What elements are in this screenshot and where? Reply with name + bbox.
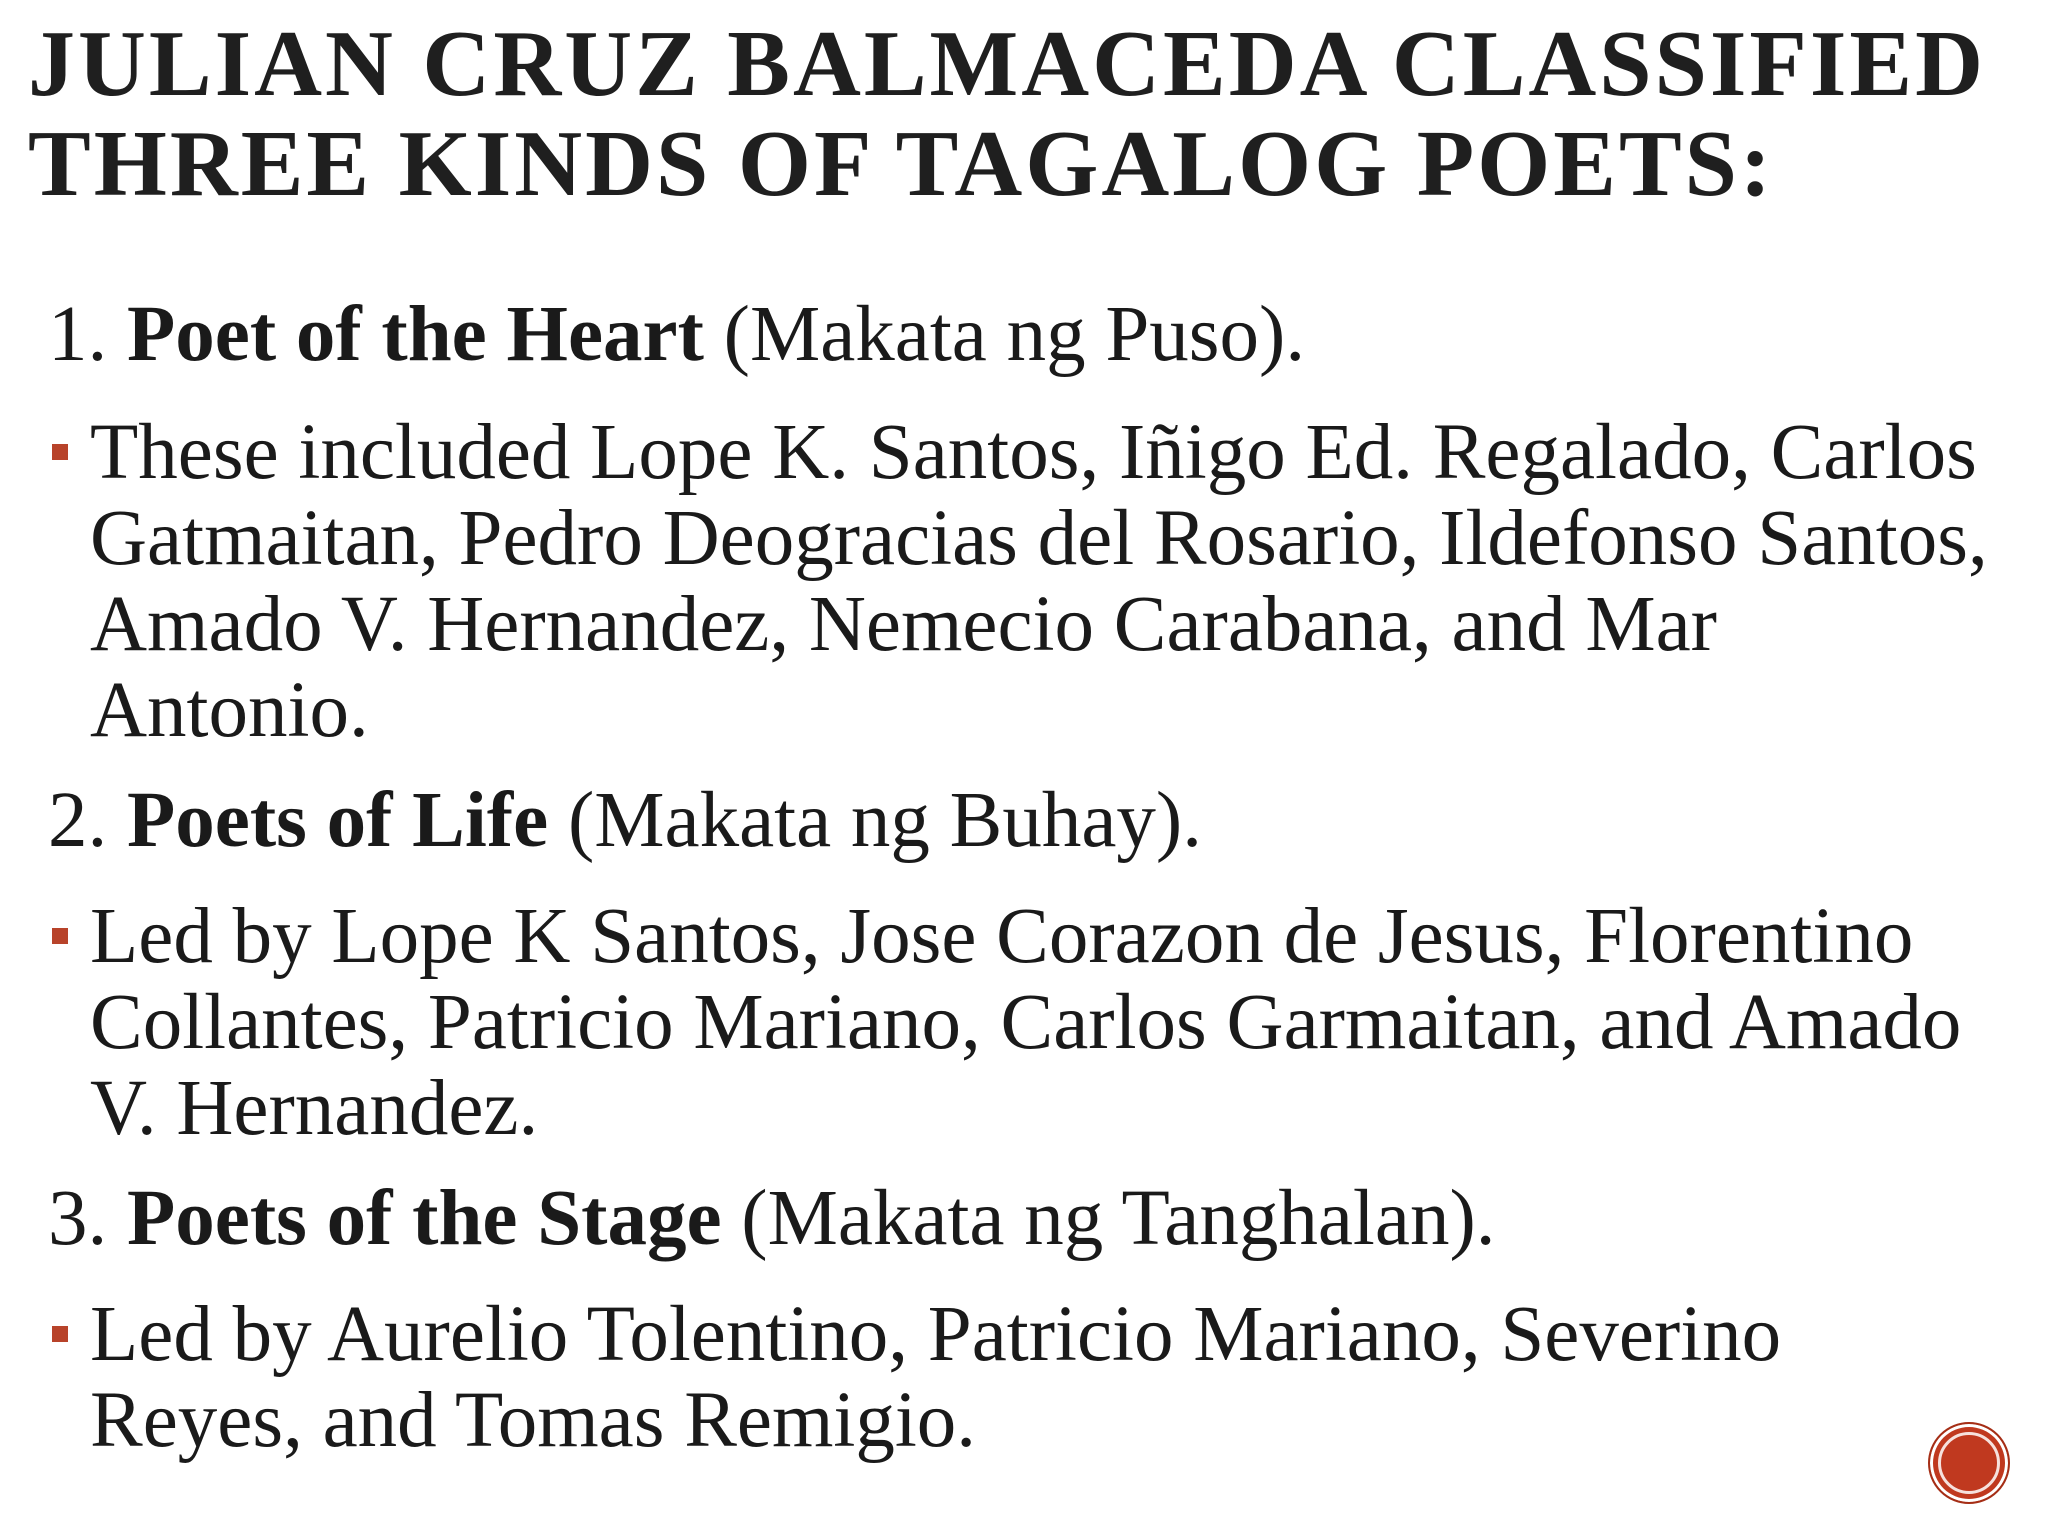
- item-number: 2.: [48, 777, 108, 864]
- bullet-text: Led by Aurelio Tolentino, Patricio Mariano, Severino Reyes, and Tomas Remigio.: [90, 1291, 1782, 1464]
- item-heading-1: [48, 290, 2008, 380]
- circle-button-icon[interactable]: [1928, 1422, 2010, 1504]
- item-translation: (Makata ng Buhay).: [567, 777, 1202, 864]
- slide-content: [48, 290, 2008, 1464]
- bullet-square-icon: [52, 1326, 68, 1342]
- item-heading-3: [48, 1174, 2008, 1264]
- item-translation: (Makata ng Tanghalan).: [741, 1175, 1496, 1262]
- slide-title: [28, 14, 2018, 214]
- bullet-item-2: [48, 894, 2008, 1152]
- slide-title-line-2: THREE KINDS OF TAGALOG POETS:: [28, 112, 1775, 216]
- circle-button-ring: [1938, 1432, 2000, 1494]
- item-term: Poets of Life: [127, 777, 549, 864]
- item-heading-2: [48, 776, 2008, 866]
- item-term: Poets of the Stage: [127, 1175, 722, 1262]
- bullet-square-icon: [52, 444, 68, 460]
- item-translation: (Makata ng Puso).: [723, 291, 1306, 378]
- bullet-square-icon: [52, 928, 68, 944]
- item-number: 3.: [48, 1175, 108, 1262]
- item-term: Poet of the Heart: [127, 291, 704, 378]
- slide-title-line-1: JULIAN CRUZ BALMACEDA CLASSIFIED: [28, 12, 1987, 116]
- bullet-item-1: [48, 410, 2008, 754]
- bullet-item-3: [48, 1292, 2008, 1464]
- bullet-text: These included Lope K. Santos, Iñigo Ed. Regalado, Carlos Gatmaitan, Pedro Deogracias del Rosario, Ildefonso Santos, Amado V. Hernandez, Nemecio Carabana, and Mar Antonio.: [90, 409, 1988, 754]
- bullet-text: Led by Lope K Santos, Jose Corazon de Jesus, Florentino Collantes, Patricio Mariano, Carlos Garmaitan, and Amado V. Hernandez.: [90, 893, 1962, 1152]
- item-number: 1.: [48, 291, 108, 378]
